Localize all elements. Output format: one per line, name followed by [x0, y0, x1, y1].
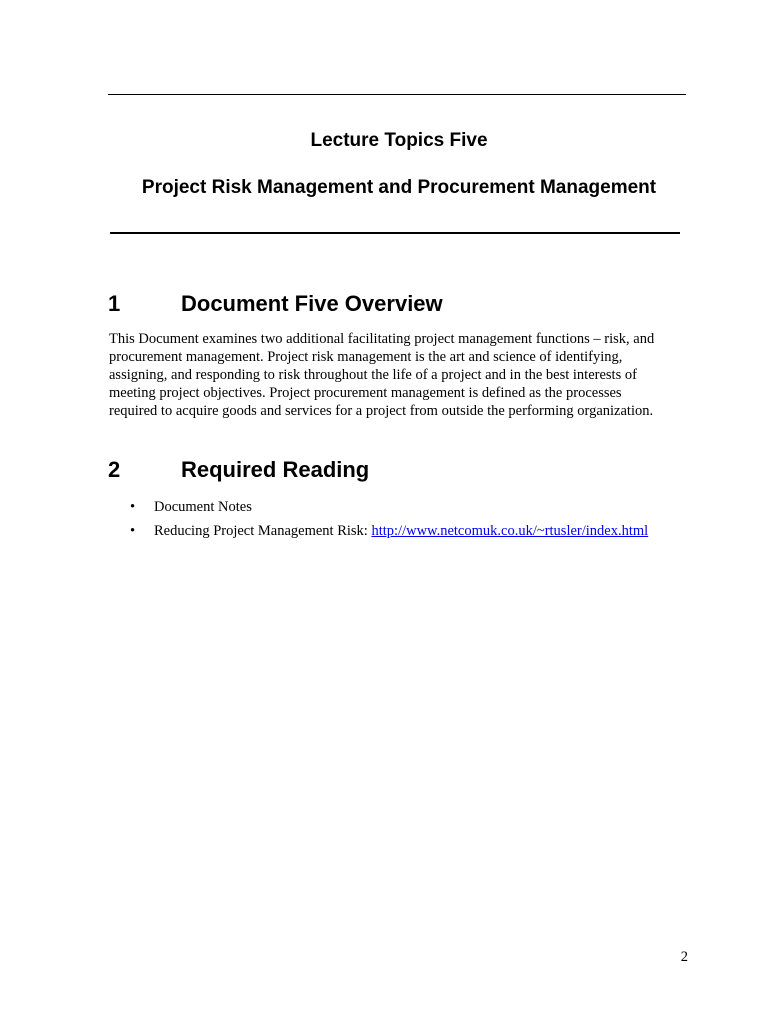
- document-subtitle: Project Risk Management and Procurement Management: [141, 177, 657, 198]
- reading-link[interactable]: http://www.netcomuk.co.uk/~rtusler/index.html: [371, 523, 649, 539]
- section-title: Required Reading: [181, 457, 370, 482]
- list-item-label: Reducing Project Management Risk:: [154, 523, 372, 539]
- section-heading-required-reading: [108, 457, 369, 483]
- top-rule: [108, 94, 686, 95]
- overview-paragraph: [109, 330, 689, 420]
- section-heading-overview: [108, 291, 443, 317]
- paragraph-line: assigning, and responding to risk throughout the life of a project and in the best interests of: [109, 367, 637, 383]
- page-number: 2: [680, 949, 688, 965]
- section-title: Document Five Overview: [181, 291, 443, 316]
- section-number: 2: [108, 457, 121, 482]
- list-item-text: [154, 522, 648, 540]
- paragraph-line: procurement management. Project risk management is the art and science of identifying,: [109, 349, 623, 365]
- list-item-text: Document Notes: [154, 499, 252, 515]
- bullet: •: [130, 499, 136, 515]
- bullet: •: [130, 523, 136, 539]
- paragraph-line: This Document examines two additional facilitating project management functions – risk, and: [109, 331, 655, 347]
- document-title: Lecture Topics Five: [310, 130, 488, 151]
- section-number: 1: [108, 291, 121, 316]
- paragraph-line: meeting project objectives. Project procurement management is defined as the processes: [109, 385, 622, 401]
- title-rule: [110, 232, 680, 234]
- paragraph-line: required to acquire goods and services for a project from outside the performing organization.: [109, 403, 654, 419]
